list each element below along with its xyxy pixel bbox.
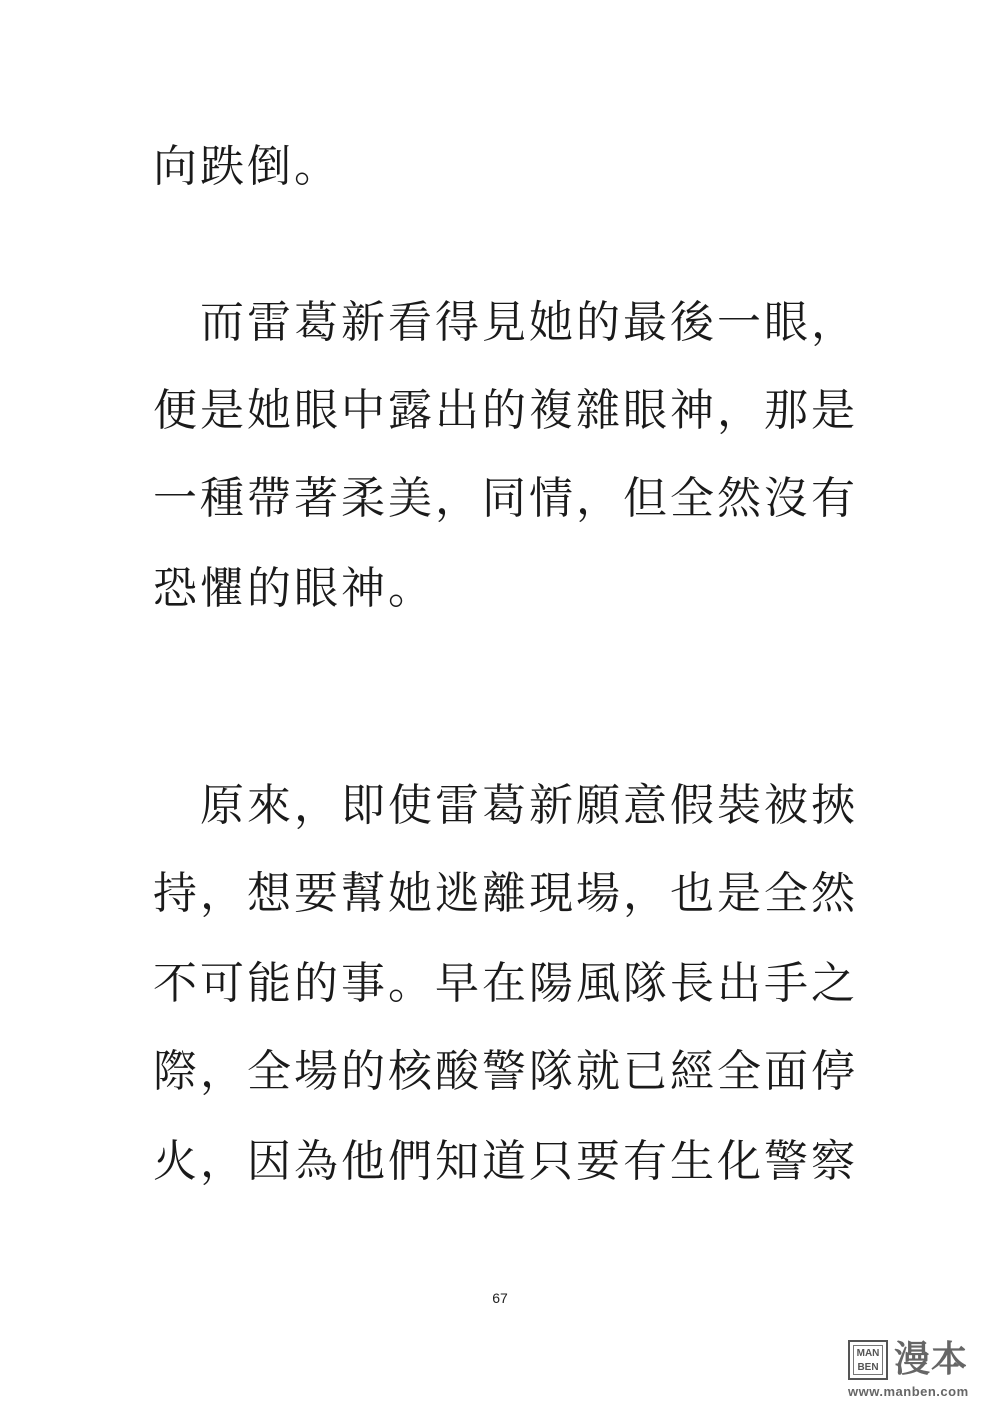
- logo-chars: 漫本: [894, 1339, 969, 1380]
- text-line: 火，因為他們知道只要有生化警察: [153, 1136, 858, 1187]
- text-line: 恐懼的眼神。: [153, 563, 435, 614]
- text-line: 而雷葛新看得見她的最後一眼，: [153, 297, 858, 348]
- text-line: 向跌倒。: [153, 141, 341, 192]
- text-line: 持，想要幫她逃離現場，也是全然: [153, 868, 858, 919]
- text-line: 原來，即使雷葛新願意假裝被挾: [153, 780, 858, 831]
- logo-box-top-text: MAN: [856, 1348, 880, 1359]
- text-line: 便是她眼中露出的複雜眼神，那是: [153, 385, 858, 436]
- manben-watermark-logo: [848, 1338, 990, 1402]
- logo-url: www.manben.com: [848, 1384, 969, 1399]
- text-line: 際，全場的核酸警隊就已經全面停: [153, 1046, 858, 1097]
- logo-box-bottom-text: BEN: [857, 1362, 879, 1373]
- page-number: 67: [492, 1290, 508, 1306]
- text-line: 不可能的事。早在陽風隊長出手之: [153, 958, 858, 1009]
- logo-box-icon: [848, 1340, 888, 1380]
- text-line: 一種帶著柔美，同情，但全然沒有: [153, 473, 858, 524]
